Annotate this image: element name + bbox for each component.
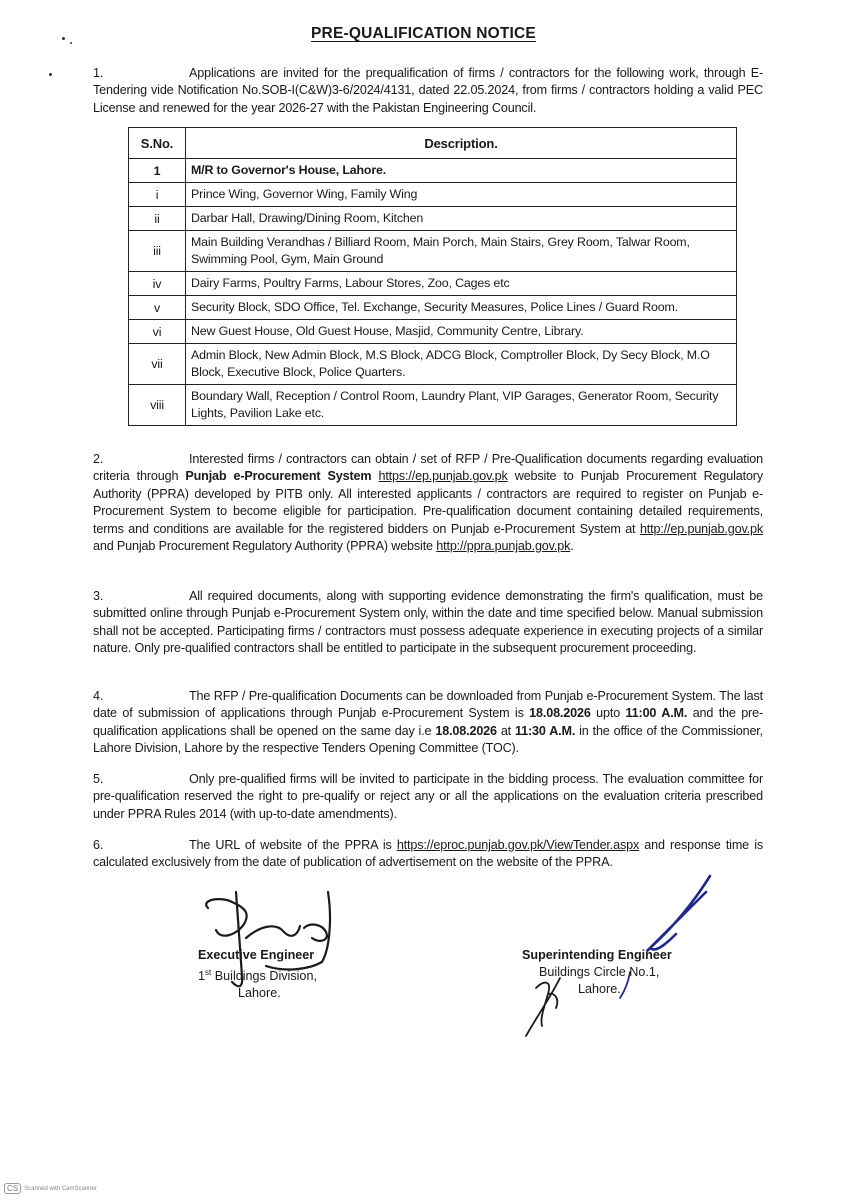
notice-title-text: PRE-QUALIFICATION NOTICE (311, 25, 536, 42)
row-description: Boundary Wall, Reception / Control Room, Laundry Plant, VIP Garages, Generator Room, Security Lights, Pavilion Lake etc. (186, 385, 737, 426)
bold-text: Punjab e-Procurement System (185, 469, 372, 484)
paragraph-text: Applications are invited for the prequalification of firms / contractors for the following work, through E-Tendering vide Notification No.SOB-I(C&W)3-6/2024/4131, dated 22.05.2024, from firms / contractors holding a valid PEC License and renewed for the year 2026-27 with the Pakistan Engineering Council. (93, 66, 763, 115)
row-sno: viii (129, 385, 186, 426)
header-description: Description. (186, 128, 737, 159)
table-row (129, 231, 737, 272)
paragraph-text: Only pre-qualified firms will be invited to participate in the bidding process. The evaluation committee for pre-qualification reserved the right to pre-qualify or reject any or all the applications on the evaluation criteria prescribed under PPRA Rules 2014 (with up-to-date amendments). (93, 772, 763, 821)
paragraph-2 (93, 451, 763, 555)
signatory-left-line2: Lahore. (238, 986, 281, 1001)
row-sno: ii (129, 207, 186, 231)
table-row (129, 320, 737, 344)
e-procurement-link[interactable]: https://ep.punjab.gov.pk (378, 469, 508, 484)
paragraph-text: The URL of website of the PPRA is (189, 838, 397, 852)
row-description: Dairy Farms, Poultry Farms, Labour Stores, Zoo, Cages etc (186, 272, 737, 296)
notice-title (0, 25, 847, 43)
scanner-text: Scanned with CamScanner (24, 1185, 97, 1192)
table-row (129, 159, 737, 183)
signatory-right-title: Superintending Engineer (522, 948, 672, 962)
signatory-left-title: Executive Engineer (198, 948, 315, 962)
paragraph-text: All required documents, along with supporting evidence demonstrating the firm's qualification, must be submitted online through Punjab e-Procurement System only, within the date and time specified below. Manual submission shall not be accepted. Participating firms / contractors must possess adequate experience in executing projects of a similar nature. Only pre-qualified contractors shall be entitled to participate in the subsequent procurement proceeding. (93, 589, 763, 656)
paragraph-text: and response time is calculated exclusively from the date of publication of advertisement on the website of the PPRA. (93, 838, 763, 870)
opening-time: 11:30 A.M. (514, 723, 576, 738)
header-sno: S.No. (129, 128, 186, 159)
paragraph-text: and the pre-qualification applications shall be opened on the same day i.e (93, 706, 763, 738)
submission-time: 11:00 A.M. (625, 706, 688, 721)
row-sno: v (129, 296, 186, 320)
signatory-right-line1: Buildings Circle No.1, (539, 965, 660, 979)
paragraph-number: 5. (93, 772, 104, 786)
paragraph-text: The RFP / Pre-qualification Documents can be downloaded from Punjab e-Procurement System. The last date of submission of applications through Punjab e-Procurement System is (93, 689, 763, 721)
row-description: M/R to Governor's House, Lahore. (186, 159, 737, 183)
row-description: Main Building Verandhas / Billiard Room, Main Porch, Main Stairs, Grey Room, Talwar Room, Swimming Pool, Gym, Main Ground (186, 231, 737, 272)
paragraph-number: 4. (93, 689, 104, 703)
table-row (129, 385, 737, 426)
paragraph-1 (93, 65, 763, 117)
scanner-watermark (4, 1183, 97, 1194)
table-row (129, 207, 737, 231)
camscanner-icon: CS (4, 1183, 21, 1194)
row-description: New Guest House, Old Guest House, Masjid, Community Centre, Library. (186, 320, 737, 344)
signatory-right (522, 947, 672, 998)
e-procurement-link-2[interactable]: http://ep.punjab.gov.pk (639, 521, 763, 536)
paragraph-text: in the office of the Commissioner, Lahore Division, Lahore by the respective Tenders Opening Committee (TOC). (93, 723, 763, 756)
paragraph-text: upto (590, 706, 626, 721)
paragraph-4 (93, 688, 763, 758)
row-description: Security Block, SDO Office, Tel. Exchange, Security Measures, Police Lines / Guard Room. (186, 296, 737, 320)
paragraph-text: and Punjab Procurement Regulatory Authority (PPRA) website (93, 539, 437, 554)
signatory-right-line2: Lahore. (578, 982, 621, 996)
ppra-tender-link[interactable]: https://eproc.punjab.gov.pk/ViewTender.aspx (396, 838, 640, 852)
paragraph-5 (93, 771, 763, 823)
paragraph-text: . (570, 539, 574, 554)
scan-speck (49, 73, 52, 76)
submission-date: 18.08.2026 (529, 706, 591, 721)
paragraph-number: 6. (93, 838, 104, 852)
row-description: Admin Block, New Admin Block, M.S Block, ADCG Block, Comptroller Block, Dy Secy Block, M.O Block, Executive Block, Police Quarters. (186, 344, 737, 385)
row-sno: iii (129, 231, 186, 272)
division-number: 1 (198, 969, 206, 984)
row-sno: vi (129, 320, 186, 344)
paragraph-number: 2. (93, 452, 104, 466)
table-row (129, 183, 737, 207)
paragraph-6 (93, 837, 763, 872)
table-row (129, 272, 737, 296)
paragraph-text: Interested firms / contractors can obtain / set of RFP / Pre-Qualification documents regarding evaluation criteria through (93, 452, 763, 484)
row-description: Darbar Hall, Drawing/Dining Room, Kitchen (186, 207, 737, 231)
table-row (129, 296, 737, 320)
ppra-link[interactable]: http://ppra.punjab.gov.pk (436, 539, 571, 554)
paragraph-number: 3. (93, 589, 104, 603)
signatory-left (198, 947, 317, 1002)
paragraph-text: website to Punjab Procurement Regulatory Authority (PPRA) developed by PITB only. All interested applicants / contractors are required to register on Punjab e-Procurement System to become eligible for participation. Pre-qualification document containing detailed requirements, terms and conditions are available for the registered bidders on Punjab e-Procurement System at (93, 469, 763, 536)
paragraph-3 (93, 588, 763, 658)
opening-date: 18.08.2026 (435, 723, 497, 738)
paragraph-number: 1. (93, 66, 104, 80)
table-header-row (129, 128, 737, 159)
paragraph-text: at (496, 723, 515, 738)
ordinal-suffix: st (205, 968, 212, 977)
row-sno: i (129, 183, 186, 207)
signatory-left-line1 (198, 964, 317, 985)
row-sno: 1 (129, 159, 186, 183)
row-sno: vii (129, 344, 186, 385)
row-sno: iv (129, 272, 186, 296)
works-table (128, 127, 737, 426)
table-row (129, 344, 737, 385)
row-description: Prince Wing, Governor Wing, Family Wing (186, 183, 737, 207)
division-name: Buildings Division, (211, 969, 317, 984)
